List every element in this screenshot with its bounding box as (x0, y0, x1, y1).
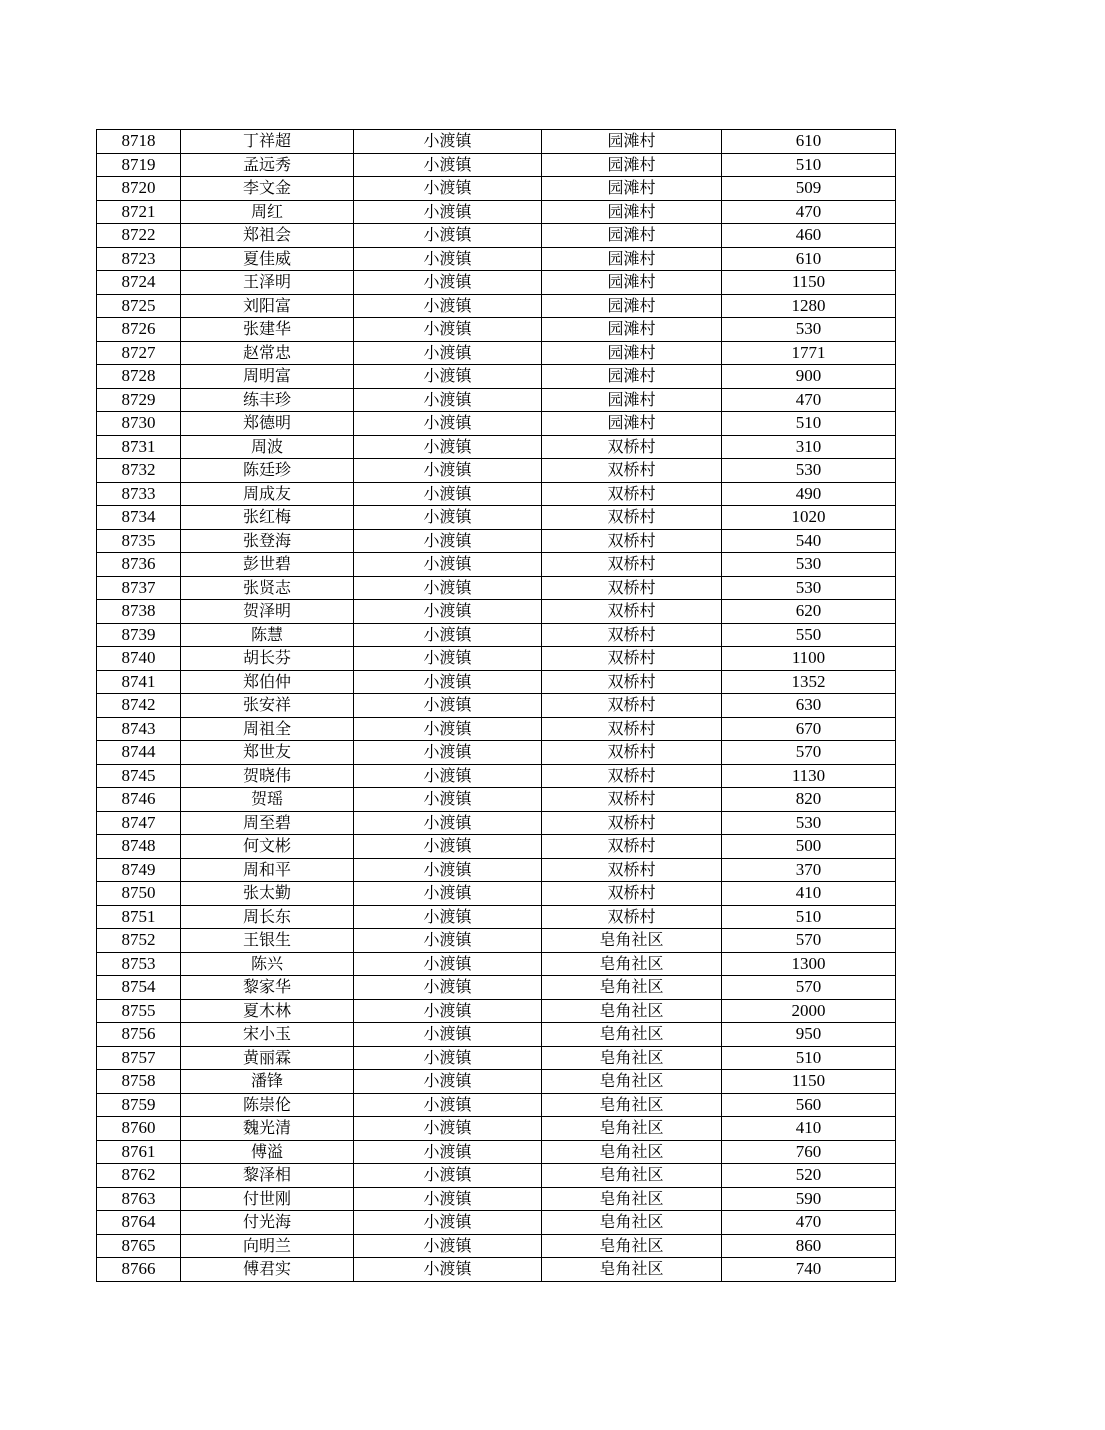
village-cell: 园滩村 (542, 153, 722, 177)
row-number-cell: 8722 (97, 224, 181, 248)
row-number-cell: 8744 (97, 741, 181, 765)
town-cell: 小渡镇 (354, 529, 542, 553)
town-cell: 小渡镇 (354, 365, 542, 389)
name-cell: 刘阳富 (181, 294, 354, 318)
village-cell: 双桥村 (542, 694, 722, 718)
town-cell: 小渡镇 (354, 1093, 542, 1117)
village-cell: 皂角社区 (542, 1046, 722, 1070)
village-cell: 双桥村 (542, 647, 722, 671)
village-cell: 园滩村 (542, 200, 722, 224)
row-number-cell: 8764 (97, 1211, 181, 1235)
town-cell: 小渡镇 (354, 623, 542, 647)
table-row (97, 247, 896, 271)
town-cell: 小渡镇 (354, 1211, 542, 1235)
amount-cell: 530 (722, 459, 896, 483)
town-cell: 小渡镇 (354, 412, 542, 436)
row-number-cell: 8732 (97, 459, 181, 483)
name-cell: 夏木林 (181, 999, 354, 1023)
amount-cell: 820 (722, 788, 896, 812)
village-cell: 皂角社区 (542, 1140, 722, 1164)
row-number-cell: 8762 (97, 1164, 181, 1188)
village-cell: 园滩村 (542, 341, 722, 365)
town-cell: 小渡镇 (354, 271, 542, 295)
amount-cell: 570 (722, 929, 896, 953)
village-cell: 双桥村 (542, 788, 722, 812)
village-cell: 双桥村 (542, 506, 722, 530)
name-cell: 潘锋 (181, 1070, 354, 1094)
row-number-cell: 8731 (97, 435, 181, 459)
name-cell: 贺晓伟 (181, 764, 354, 788)
amount-cell: 470 (722, 200, 896, 224)
name-cell: 夏佳威 (181, 247, 354, 271)
amount-cell: 620 (722, 600, 896, 624)
town-cell: 小渡镇 (354, 459, 542, 483)
village-cell: 双桥村 (542, 764, 722, 788)
town-cell: 小渡镇 (354, 482, 542, 506)
table-row (97, 694, 896, 718)
amount-cell: 1300 (722, 952, 896, 976)
row-number-cell: 8725 (97, 294, 181, 318)
name-cell: 陈廷珍 (181, 459, 354, 483)
row-number-cell: 8753 (97, 952, 181, 976)
town-cell: 小渡镇 (354, 435, 542, 459)
village-cell: 双桥村 (542, 835, 722, 859)
row-number-cell: 8748 (97, 835, 181, 859)
town-cell: 小渡镇 (354, 388, 542, 412)
name-cell: 周成友 (181, 482, 354, 506)
town-cell: 小渡镇 (354, 717, 542, 741)
village-cell: 园滩村 (542, 224, 722, 248)
town-cell: 小渡镇 (354, 1117, 542, 1141)
row-number-cell: 8733 (97, 482, 181, 506)
name-cell: 张贤志 (181, 576, 354, 600)
row-number-cell: 8760 (97, 1117, 181, 1141)
row-number-cell: 8752 (97, 929, 181, 953)
village-cell: 皂角社区 (542, 952, 722, 976)
table-body (97, 130, 896, 1282)
village-cell: 双桥村 (542, 741, 722, 765)
village-cell: 皂角社区 (542, 1070, 722, 1094)
town-cell: 小渡镇 (354, 318, 542, 342)
town-cell: 小渡镇 (354, 576, 542, 600)
name-cell: 傅溢 (181, 1140, 354, 1164)
name-cell: 陈慧 (181, 623, 354, 647)
amount-cell: 900 (722, 365, 896, 389)
town-cell: 小渡镇 (354, 1023, 542, 1047)
village-cell: 皂角社区 (542, 1187, 722, 1211)
table-row (97, 764, 896, 788)
row-number-cell: 8746 (97, 788, 181, 812)
village-cell: 双桥村 (542, 553, 722, 577)
village-cell: 园滩村 (542, 177, 722, 201)
town-cell: 小渡镇 (354, 929, 542, 953)
row-number-cell: 8766 (97, 1258, 181, 1282)
town-cell: 小渡镇 (354, 1187, 542, 1211)
table-row (97, 670, 896, 694)
amount-cell: 500 (722, 835, 896, 859)
table-row (97, 741, 896, 765)
row-number-cell: 8721 (97, 200, 181, 224)
row-number-cell: 8754 (97, 976, 181, 1000)
table-row (97, 294, 896, 318)
town-cell: 小渡镇 (354, 1070, 542, 1094)
table-row (97, 1164, 896, 1188)
table-row (97, 717, 896, 741)
amount-cell: 560 (722, 1093, 896, 1117)
amount-cell: 1280 (722, 294, 896, 318)
table-row (97, 1023, 896, 1047)
town-cell: 小渡镇 (354, 694, 542, 718)
table-row (97, 224, 896, 248)
town-cell: 小渡镇 (354, 294, 542, 318)
table-row (97, 1140, 896, 1164)
town-cell: 小渡镇 (354, 670, 542, 694)
village-cell: 皂角社区 (542, 1023, 722, 1047)
town-cell: 小渡镇 (354, 952, 542, 976)
town-cell: 小渡镇 (354, 341, 542, 365)
name-cell: 王泽明 (181, 271, 354, 295)
village-cell: 双桥村 (542, 576, 722, 600)
village-cell: 皂角社区 (542, 976, 722, 1000)
table-row (97, 506, 896, 530)
table-row (97, 553, 896, 577)
town-cell: 小渡镇 (354, 200, 542, 224)
town-cell: 小渡镇 (354, 647, 542, 671)
town-cell: 小渡镇 (354, 1046, 542, 1070)
table-row (97, 482, 896, 506)
name-cell: 宋小玉 (181, 1023, 354, 1047)
table-row (97, 976, 896, 1000)
name-cell: 郑德明 (181, 412, 354, 436)
name-cell: 张安祥 (181, 694, 354, 718)
row-number-cell: 8730 (97, 412, 181, 436)
amount-cell: 860 (722, 1234, 896, 1258)
village-cell: 皂角社区 (542, 1258, 722, 1282)
amount-cell: 510 (722, 412, 896, 436)
row-number-cell: 8750 (97, 882, 181, 906)
row-number-cell: 8739 (97, 623, 181, 647)
town-cell: 小渡镇 (354, 506, 542, 530)
amount-cell: 490 (722, 482, 896, 506)
amount-cell: 570 (722, 976, 896, 1000)
village-cell: 园滩村 (542, 294, 722, 318)
table-row (97, 412, 896, 436)
village-cell: 双桥村 (542, 623, 722, 647)
amount-cell: 509 (722, 177, 896, 201)
amount-cell: 410 (722, 1117, 896, 1141)
row-number-cell: 8761 (97, 1140, 181, 1164)
amount-cell: 610 (722, 130, 896, 154)
amount-cell: 1150 (722, 1070, 896, 1094)
name-cell: 陈兴 (181, 952, 354, 976)
town-cell: 小渡镇 (354, 999, 542, 1023)
row-number-cell: 8728 (97, 365, 181, 389)
row-number-cell: 8756 (97, 1023, 181, 1047)
table-row (97, 271, 896, 295)
row-number-cell: 8743 (97, 717, 181, 741)
village-cell: 皂角社区 (542, 1234, 722, 1258)
table-row (97, 882, 896, 906)
table-row (97, 858, 896, 882)
name-cell: 傅君实 (181, 1258, 354, 1282)
amount-cell: 470 (722, 388, 896, 412)
amount-cell: 370 (722, 858, 896, 882)
table-row (97, 1211, 896, 1235)
amount-cell: 410 (722, 882, 896, 906)
name-cell: 孟远秀 (181, 153, 354, 177)
table-row (97, 177, 896, 201)
village-cell: 皂角社区 (542, 929, 722, 953)
row-number-cell: 8745 (97, 764, 181, 788)
town-cell: 小渡镇 (354, 1258, 542, 1282)
name-cell: 郑伯仲 (181, 670, 354, 694)
town-cell: 小渡镇 (354, 1164, 542, 1188)
village-cell: 园滩村 (542, 388, 722, 412)
table-row (97, 1093, 896, 1117)
row-number-cell: 8720 (97, 177, 181, 201)
table-row (97, 341, 896, 365)
name-cell: 郑世友 (181, 741, 354, 765)
row-number-cell: 8723 (97, 247, 181, 271)
table-row (97, 388, 896, 412)
row-number-cell: 8742 (97, 694, 181, 718)
name-cell: 贺瑶 (181, 788, 354, 812)
village-cell: 双桥村 (542, 811, 722, 835)
amount-cell: 530 (722, 553, 896, 577)
table-row (97, 999, 896, 1023)
name-cell: 胡长芬 (181, 647, 354, 671)
name-cell: 李文金 (181, 177, 354, 201)
table-row (97, 647, 896, 671)
amount-cell: 2000 (722, 999, 896, 1023)
village-cell: 园滩村 (542, 365, 722, 389)
table-row (97, 435, 896, 459)
table-row (97, 459, 896, 483)
amount-cell: 760 (722, 1140, 896, 1164)
town-cell: 小渡镇 (354, 153, 542, 177)
row-number-cell: 8726 (97, 318, 181, 342)
table-row (97, 1258, 896, 1282)
amount-cell: 670 (722, 717, 896, 741)
data-table (96, 129, 896, 1282)
table-row (97, 529, 896, 553)
name-cell: 魏光清 (181, 1117, 354, 1141)
table-row (97, 365, 896, 389)
table-row (97, 600, 896, 624)
name-cell: 付世刚 (181, 1187, 354, 1211)
amount-cell: 460 (722, 224, 896, 248)
row-number-cell: 8729 (97, 388, 181, 412)
name-cell: 贺泽明 (181, 600, 354, 624)
town-cell: 小渡镇 (354, 764, 542, 788)
row-number-cell: 8741 (97, 670, 181, 694)
row-number-cell: 8734 (97, 506, 181, 530)
table-row (97, 1046, 896, 1070)
name-cell: 张建华 (181, 318, 354, 342)
village-cell: 皂角社区 (542, 1211, 722, 1235)
town-cell: 小渡镇 (354, 976, 542, 1000)
row-number-cell: 8735 (97, 529, 181, 553)
row-number-cell: 8740 (97, 647, 181, 671)
town-cell: 小渡镇 (354, 835, 542, 859)
row-number-cell: 8718 (97, 130, 181, 154)
village-cell: 双桥村 (542, 459, 722, 483)
name-cell: 周明富 (181, 365, 354, 389)
amount-cell: 510 (722, 153, 896, 177)
amount-cell: 610 (722, 247, 896, 271)
town-cell: 小渡镇 (354, 600, 542, 624)
table-row (97, 1234, 896, 1258)
village-cell: 双桥村 (542, 670, 722, 694)
row-number-cell: 8755 (97, 999, 181, 1023)
name-cell: 周至碧 (181, 811, 354, 835)
name-cell: 周和平 (181, 858, 354, 882)
table-row (97, 835, 896, 859)
table-row (97, 788, 896, 812)
amount-cell: 540 (722, 529, 896, 553)
row-number-cell: 8727 (97, 341, 181, 365)
village-cell: 园滩村 (542, 412, 722, 436)
amount-cell: 470 (722, 1211, 896, 1235)
amount-cell: 1100 (722, 647, 896, 671)
village-cell: 皂角社区 (542, 1117, 722, 1141)
row-number-cell: 8719 (97, 153, 181, 177)
town-cell: 小渡镇 (354, 788, 542, 812)
amount-cell: 570 (722, 741, 896, 765)
table-row (97, 811, 896, 835)
row-number-cell: 8736 (97, 553, 181, 577)
town-cell: 小渡镇 (354, 741, 542, 765)
village-cell: 双桥村 (542, 435, 722, 459)
row-number-cell: 8758 (97, 1070, 181, 1094)
table-row (97, 130, 896, 154)
table-row (97, 1187, 896, 1211)
name-cell: 黎家华 (181, 976, 354, 1000)
town-cell: 小渡镇 (354, 1234, 542, 1258)
name-cell: 黄丽霖 (181, 1046, 354, 1070)
row-number-cell: 8751 (97, 905, 181, 929)
amount-cell: 1130 (722, 764, 896, 788)
name-cell: 张登海 (181, 529, 354, 553)
row-number-cell: 8738 (97, 600, 181, 624)
town-cell: 小渡镇 (354, 553, 542, 577)
village-cell: 双桥村 (542, 858, 722, 882)
village-cell: 双桥村 (542, 717, 722, 741)
amount-cell: 550 (722, 623, 896, 647)
table-row (97, 952, 896, 976)
amount-cell: 530 (722, 318, 896, 342)
row-number-cell: 8765 (97, 1234, 181, 1258)
village-cell: 双桥村 (542, 529, 722, 553)
town-cell: 小渡镇 (354, 811, 542, 835)
row-number-cell: 8747 (97, 811, 181, 835)
amount-cell: 530 (722, 576, 896, 600)
name-cell: 付光海 (181, 1211, 354, 1235)
amount-cell: 740 (722, 1258, 896, 1282)
village-cell: 园滩村 (542, 318, 722, 342)
name-cell: 陈崇伦 (181, 1093, 354, 1117)
name-cell: 练丰珍 (181, 388, 354, 412)
name-cell: 丁祥超 (181, 130, 354, 154)
village-cell: 园滩村 (542, 271, 722, 295)
town-cell: 小渡镇 (354, 882, 542, 906)
name-cell: 何文彬 (181, 835, 354, 859)
town-cell: 小渡镇 (354, 130, 542, 154)
amount-cell: 510 (722, 905, 896, 929)
name-cell: 彭世碧 (181, 553, 354, 577)
name-cell: 向明兰 (181, 1234, 354, 1258)
town-cell: 小渡镇 (354, 905, 542, 929)
table-row (97, 1117, 896, 1141)
name-cell: 王银生 (181, 929, 354, 953)
name-cell: 张太勤 (181, 882, 354, 906)
row-number-cell: 8749 (97, 858, 181, 882)
row-number-cell: 8763 (97, 1187, 181, 1211)
village-cell: 双桥村 (542, 600, 722, 624)
name-cell: 张红梅 (181, 506, 354, 530)
name-cell: 郑祖会 (181, 224, 354, 248)
amount-cell: 1352 (722, 670, 896, 694)
amount-cell: 310 (722, 435, 896, 459)
name-cell: 黎泽相 (181, 1164, 354, 1188)
table-row (97, 1070, 896, 1094)
table-row (97, 200, 896, 224)
table-row (97, 318, 896, 342)
amount-cell: 510 (722, 1046, 896, 1070)
table-row (97, 623, 896, 647)
town-cell: 小渡镇 (354, 1140, 542, 1164)
name-cell: 周长东 (181, 905, 354, 929)
village-cell: 皂角社区 (542, 999, 722, 1023)
amount-cell: 1150 (722, 271, 896, 295)
row-number-cell: 8759 (97, 1093, 181, 1117)
village-cell: 双桥村 (542, 482, 722, 506)
name-cell: 赵常忠 (181, 341, 354, 365)
name-cell: 周红 (181, 200, 354, 224)
village-cell: 双桥村 (542, 905, 722, 929)
row-number-cell: 8724 (97, 271, 181, 295)
amount-cell: 520 (722, 1164, 896, 1188)
village-cell: 皂角社区 (542, 1093, 722, 1117)
amount-cell: 530 (722, 811, 896, 835)
village-cell: 园滩村 (542, 247, 722, 271)
town-cell: 小渡镇 (354, 224, 542, 248)
town-cell: 小渡镇 (354, 858, 542, 882)
village-cell: 园滩村 (542, 130, 722, 154)
name-cell: 周波 (181, 435, 354, 459)
town-cell: 小渡镇 (354, 177, 542, 201)
amount-cell: 590 (722, 1187, 896, 1211)
row-number-cell: 8757 (97, 1046, 181, 1070)
amount-cell: 1771 (722, 341, 896, 365)
amount-cell: 630 (722, 694, 896, 718)
name-cell: 周祖全 (181, 717, 354, 741)
table-row (97, 905, 896, 929)
table-row (97, 576, 896, 600)
row-number-cell: 8737 (97, 576, 181, 600)
amount-cell: 1020 (722, 506, 896, 530)
town-cell: 小渡镇 (354, 247, 542, 271)
village-cell: 双桥村 (542, 882, 722, 906)
village-cell: 皂角社区 (542, 1164, 722, 1188)
table-row (97, 929, 896, 953)
table-row (97, 153, 896, 177)
amount-cell: 950 (722, 1023, 896, 1047)
